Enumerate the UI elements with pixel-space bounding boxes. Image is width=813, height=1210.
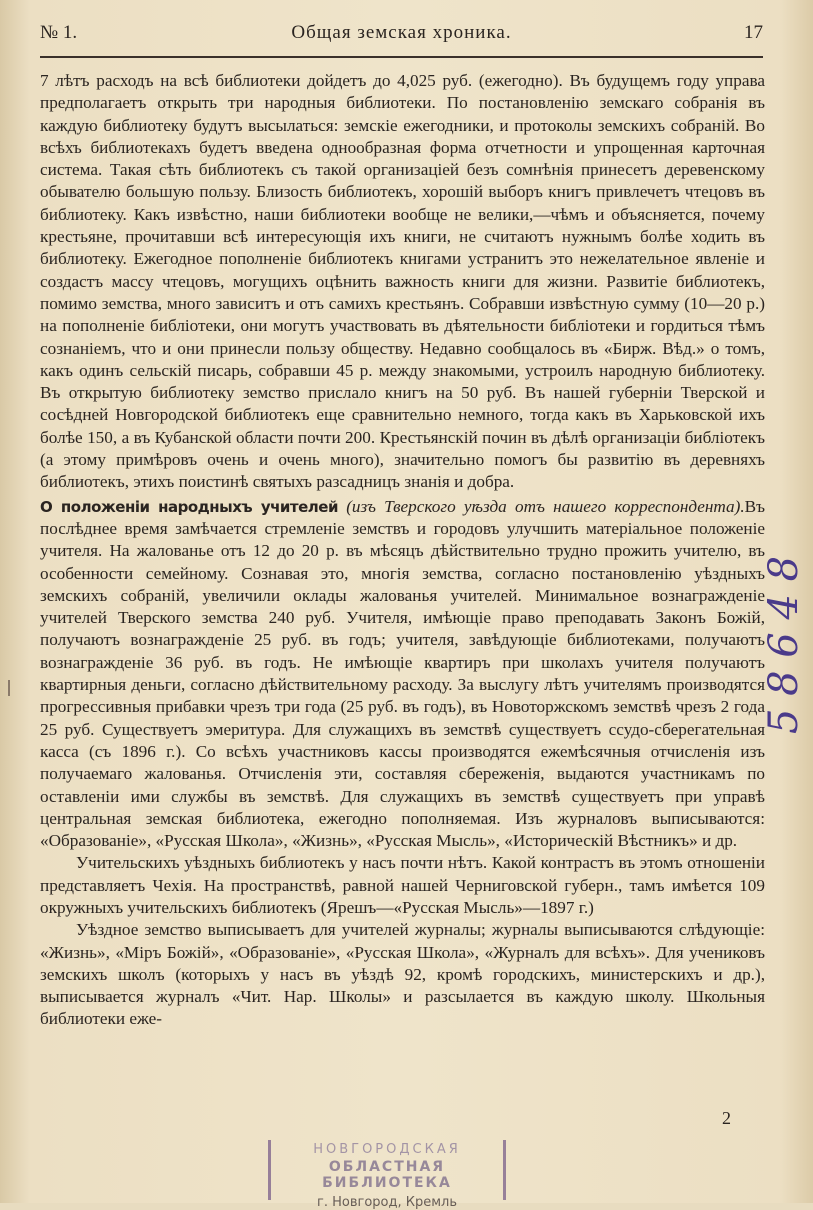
paragraph-teachers — [40, 496, 765, 853]
stamp-line-1: НОВГОРОДСКАЯ — [313, 1142, 461, 1157]
article-body — [40, 70, 765, 1031]
page-number: 17 — [744, 22, 763, 43]
section-text: Въ послѣднее время замѣчается стремленіе земствъ и городовъ улучшить матеріальное положеніе учителя. На жалованье отъ 12 до 20 р. въ мѣсяцъ дѣйствительно трудно прожить учителю, въ особенности семейному. Сознавая это, многія земства, согласно постановленію уѣздныхъ земскихъ собраній, увеличили оклады жалованья учителей. Минимальное вознагражденіе учителей Тверского земства 240 руб. Учителя, имѣющіе право преподавать Законъ Божій, получаютъ вознагражденіе 25 руб. въ годъ; учителя, завѣдующіе библиотеками, получаютъ вознагражденіе 36 руб. въ годъ. Не имѣющіе квартиръ при школахъ учителя получаютъ квартирныя деньги, согласно дѣйствительному расходу. За выслугу лѣтъ учителямъ производятся прогрессивныя прибавки чрезъ три года (25 руб. въ годъ), въ Новоторжскомъ земствѣ чрезъ 2 года 25 руб. Существуетъ эмеритура. Для служащихъ въ земствѣ существуетъ ссудо-сберегательная касса (съ 1896 г.). Со всѣхъ участниковъ кассы производятся ежемѣсячныя отчисленія изъ получаемаго жалованья. Отчисленія эти, составляя сбереженія, выдаются участникамъ по оставленіи ими службы въ земствѣ. Для служащихъ въ земствѣ существуетъ при управѣ центральная земская библиотека, ежегодно пополняемая. Изъ журналовъ выписываются: «Образованіе», «Русская Школа», «Жизнь», «Русская Мысль», «Историческій Вѣстникъ» и др. — [40, 496, 766, 851]
signature-mark: 2 — [722, 1108, 731, 1128]
handwritten-inventory-number — [752, 530, 812, 760]
section-subheading: (изъ Тверского уѣзда отъ нашего корреспондента). — [346, 496, 745, 516]
stamp-line-2: ОБЛАСТНАЯ БИБЛИОТЕКА — [322, 1159, 452, 1191]
section-heading: О положеніи народныхъ учителей — [40, 497, 338, 516]
header-rule — [40, 56, 763, 58]
running-title: Общая земская хроника. — [291, 22, 512, 43]
paragraph-libraries: 7 лѣтъ расходъ на всѣ библиотеки дойдетъ до 4,025 руб. (ежегодно). Въ будущемъ году управа предполагаетъ открыть три народныя библиотеки. По постановленію земскаго собранія въ каждую библиотеку будутъ высылаться: земскіе ежегодники, и протоколы земскихъ собраній. Во всѣхъ библиотекахъ будетъ введена однообразная форма отчетности и упрощенная карточная система. Такая сѣть библиотекъ съ такой организаціей безъ сомнѣнія принесетъ деревенскому обывателю большую пользу. Близость библиотекъ, хорошій выборъ книгъ привлечетъ чтецовъ въ библиотеку. Какъ извѣстно, наши библиотеки вообще не велики,—чѣмъ и объясняется, почему крестьяне, прочитавши всѣ интересующія ихъ книги, не считаютъ нужнымъ болѣе ходить въ библиотеку. Ежегодное пополненіе библиотекъ книгами устранитъ это нежелательное явленіе и создастъ массу чтецовъ, могущихъ оцѣнить важность книги для жизни. Развитіе библиотекъ, помимо земства, много зависитъ и отъ самихъ крестьянъ. Собравши извѣстную сумму (10—20 р.) на пополненіе библіотеки, они могутъ участвовать въ дѣятельности библіотеки и гордиться тѣмъ сознаніемъ, что и они принесли пользу обществу. Недавно сообщалось въ «Бирж. Вѣд.» о томъ, какъ одинъ сельскій писарь, собравши 45 р. между знакомыми, устроилъ народную библиотеку. Въ открытую библиотеку земство прислало книгъ на 50 руб. Въ нашей губерніи Тверской и сосѣдней Новгородской библиотекъ еще сравнительно немного, тогда какъ въ Харьковской ихъ болѣе 150, а въ Кубанской области почти 200. Крестьянскій почин въ дѣлѣ организаціи библіотекъ (а этому примѣровъ очень и очень много), значительно помогъ бы развитію въ деревняхъ библиотекъ, этихъ поистинѣ святыхъ разсадницъ знанія и добра. — [40, 71, 765, 492]
margin-mark — [8, 680, 10, 696]
page-header — [40, 22, 763, 52]
issue-number: № 1. — [40, 22, 78, 43]
handwritten-number-text: 5 8 6 4 8 — [761, 555, 807, 735]
paragraph-teacher-libraries: Учительскихъ уѣздныхъ библиотекъ у насъ почти нѣтъ. Какой контрастъ въ этомъ отношеніи представляетъ Чехія. На пространствѣ, равной нашей Черниговской губерн., тамъ имѣется 109 окружныхъ учительскихъ библиотекъ (Ярешъ—«Русская Мысль»—1897 г.) — [40, 853, 765, 917]
stamp-line-3: г. Новгород, Кремль — [317, 1195, 457, 1210]
paragraph-journals: Уѣздное земство выписываетъ для учителей журналы; журналы выписываются слѣдующіе: «Жизнь», «Міръ Божій», «Образованіе», «Русская Школа», «Журналъ для всѣхъ». Для учениковъ земскихъ школъ (которыхъ у насъ въ уѣздѣ 92, кромѣ городскихъ, министерскихъ и др.), выписывается журналъ «Чит. Нар. Школы» и разсылается въ каждую школу. Школьныя библиотеки еже- — [40, 920, 765, 1029]
library-stamp — [268, 1140, 506, 1210]
